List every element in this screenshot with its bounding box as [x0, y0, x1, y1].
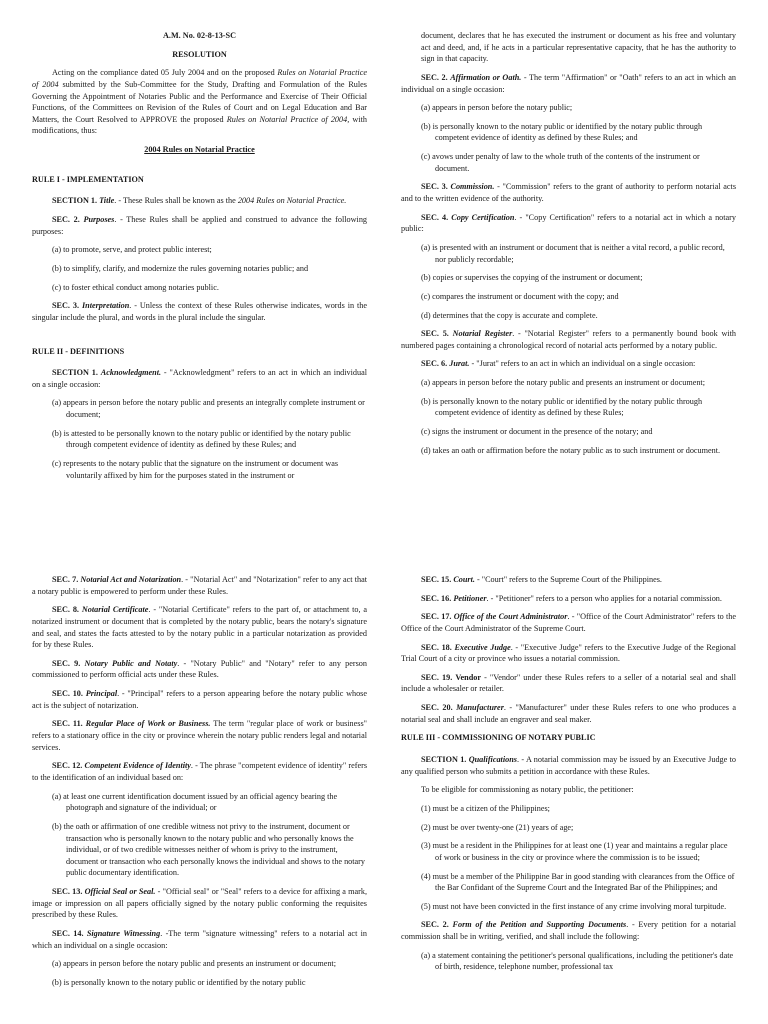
list-item: (d) determines that the copy is accurate and complete. — [421, 310, 598, 320]
definition-competent-evidence: SEC. 12. Competent Evidence of Identity. - The phrase "competent evidence of identity" refers to the identification of an individual based on: — [32, 761, 367, 782]
definition-office-court-admin: SEC. 17. Office of the Court Administrator. - "Office of the Court Administrator" refers to the Office of the Court Administrator of the Supreme Court. — [401, 612, 736, 633]
list-item: (a) appears in person before the notary public and presents an integrally complete instrument or document; — [52, 398, 365, 420]
list-item: (c) avows under penalty of law to the whole truth of the contents of the instrument or document. — [421, 152, 700, 173]
resolution-heading: RESOLUTION — [172, 49, 227, 59]
page2-right-column — [401, 574, 736, 980]
definition-executive-judge: SEC. 18. Executive Judge. - "Executive Judge" refers to the Executive Judge of the Regional Trial Court of a city or province who issues a notarial commission. — [401, 642, 736, 664]
rule-3-heading: RULE III - COMMISSIONING OF NOTARY PUBLIC — [401, 733, 596, 743]
definition-manufacturer: SEC. 20. Manufacturer. - "Manufacturer" under these Rules refers to one who produces a notarial seal and shall include an engraver and seal maker. — [401, 703, 736, 724]
list-item: (a) to promote, serve, and protect public interest; — [52, 245, 212, 255]
list-item: (b) is personally known to the notary public or identified by the notary public — [52, 977, 306, 987]
definition-notarial-register: SEC. 5. Notarial Register. - "Notarial Register" refers to a permanently bound book with numbered pages containing a chronological record of notarial acts performed by a notary public. — [401, 329, 736, 350]
rule1-section-1: SECTION 1. Title. - These Rules shall be known as the 2004 Rules on Notarial Practice. — [52, 196, 347, 206]
list-item: (a) appears in person before the notary public and presents an instrument or document; — [421, 378, 705, 388]
definition-copy-certification: SEC. 4. Copy Certification. - "Copy Certification" refers to a notarial act in which a notary public: — [401, 212, 736, 234]
definition-court: SEC. 15. Court. - "Court" refers to the Supreme Court of the Philippines. — [421, 575, 662, 584]
list-item: (d) takes an oath or affirmation before the notary public as to such instrument or document. — [421, 445, 721, 455]
definition-acknowledgment: SECTION 1. Acknowledgment. - "Acknowledgment" refers to an act in which an individual on a single occasion: — [32, 368, 368, 389]
list-item: (5) must not have been convicted in the first instance of any crime involving moral turpitude. — [421, 901, 727, 911]
list-item: (c) compares the instrument or document with the copy; and — [421, 291, 619, 301]
list-item: (4) must be a member of the Philippine Bar in good standing with clearances from the Office of the Bar Confidant of the Supreme Court and the Integrated Bar of the Philippines; and — [421, 871, 735, 893]
am-number: A.M. No. 02-8-13-SC — [163, 31, 236, 40]
rule1-section-2: SEC. 2. Purposes. - These Rules shall be applied and construed to advance the following purposes: — [32, 215, 368, 236]
rule1-section-3: SEC. 3. Interpretation. - Unless the context of these Rules otherwise indicates, words in the singular include the plural, and words in the plural include the singular. — [32, 301, 367, 322]
list-item: (c) signs the instrument or document in the presence of the notary; and — [421, 427, 653, 437]
list-item: (c) to foster ethical conduct among notaries public. — [52, 282, 219, 292]
page1-left-column — [32, 30, 367, 488]
page1-right-column — [401, 30, 736, 463]
page2-left-column — [32, 574, 367, 996]
definition-official-seal: SEC. 13. Official Seal or Seal. - "Official seal" or "Seal" refers to a device for affixing a mark, image or impression on all papers officially signed by the notary public conforming the requisites prescribed by these Rules. — [32, 887, 368, 920]
continued-text: document, declares that he has executed the instrument or document as his free and voluntary act and deed, and, if he acts in a particular representative capacity, that he has the authority to sign in that capacity. — [421, 31, 736, 64]
definition-jurat: SEC. 6. Jurat. - "Jurat" refers to an act in which an individual on a single occasion: — [421, 359, 696, 369]
list-item: (a) a statement containing the petitioner's personal qualifications, including the petitioner's date of birth, residence, telephone number, professional tax — [421, 950, 734, 972]
list-item: (b) copies or supervises the copying of the instrument or document; — [421, 273, 643, 283]
list-item: (a) at least one current identification document issued by an official agency bearing the photograph and signature of the individual; or — [52, 791, 338, 813]
rule-1-heading: RULE I - IMPLEMENTATION — [32, 174, 144, 184]
list-item: (3) must be a resident in the Philippines for at least one (1) year and maintains a regular place of work or business in the city or province where the commission is to be issued; — [421, 841, 728, 862]
list-item: (1) must be a citizen of the Philippines; — [421, 803, 550, 813]
definition-notarial-certificate: SEC. 8. Notarial Certificate. - "Notarial Certificate" refers to the part of, or attachment to, a notarized instrument or document that is completed by the notary public, bears the notary's signature and seal, and states the facts attested to by the notary public in a particular notarization as provided for by these Rules. — [32, 605, 368, 650]
list-item: (b) the oath or affirmation of one credible witness not privy to the instrument, document or transaction who is personally known to the notary public and who personally knows the individual, or of two credible witnesses neither of whom is privy to the instrument, document or transaction who each personally knows the individual and shows to the notary public documentary identification. — [52, 821, 366, 878]
rules-subtitle: 2004 Rules on Notarial Practice — [144, 145, 255, 155]
definition-regular-place: SEC. 11. Regular Place of Work or Business. The term "regular place of work or business" refers to a stationary office in the city or province wherein the notary public renders legal and notarial services. — [32, 719, 368, 752]
rule-2-heading: RULE II - DEFINITIONS — [32, 346, 125, 356]
list-item: (a) is presented with an instrument or document that is neither a vital record, a public record, nor publicly recordable; — [421, 242, 725, 264]
list-item: (b) to simplify, clarify, and modernize the rules governing notaries public; and — [52, 263, 309, 273]
document-page-2 — [0, 512, 768, 1024]
eligibility-intro: To be eligible for commissioning as notary public, the petitioner: — [421, 785, 634, 795]
definition-signature-witnessing: SEC. 14. Signature Witnessing. -The term "signature witnessing" refers to a notarial act in which an individual on a single occasion: — [32, 929, 368, 950]
list-item: (b) is personally known to the notary public or identified by the notary public through competent evidence of identity as defined by these Rules; — [421, 396, 703, 418]
definition-notarial-act: SEC. 7. Notarial Act and Notarization. - "Notarial Act" and "Notarization" refer to any act that a notary public is empowered to perform under these Rules. — [32, 575, 367, 596]
list-item: (a) appears in person before the notary public and presents an instrument or document; — [52, 959, 336, 969]
definition-commission: SEC. 3. Commission. - "Commission" refers to the grant of authority to perform notarial acts and to the written evidence of the authority. — [401, 182, 737, 204]
list-item: (2) must be over twenty-one (21) years of age; — [421, 822, 574, 832]
commission-qualifications: SECTION 1. Qualifications. - A notarial commission may be issued by an Executive Judge to any qualified person who submits a petition in accordance with these Rules. — [401, 755, 736, 776]
definition-principal: SEC. 10. Principal. - "Principal" refers to a person appearing before the notary public whose act is the subject of notarization. — [32, 689, 367, 710]
list-item: (b) is attested to be personally known to the notary public or identified by the notary public through competent evidence of identity as defined by these Rules; and — [52, 428, 351, 450]
definition-notary-public: SEC. 9. Notary Public and Notaty. - "Notary Public" and "Notary" refer to any person commissioned to perform official acts under these Rules. — [32, 658, 367, 680]
commission-petition-form: SEC. 2. Form of the Petition and Supporting Documents. - Every petition for a notarial commission shall be in writing, verified, and shall include the following: — [401, 920, 736, 942]
list-item: (b) is personally known to the notary public or identified by the notary public through competent evidence of identity as defined by these Rules; and — [421, 121, 703, 143]
list-item: (a) appears in person before the notary public; — [421, 103, 573, 113]
intro-paragraph: Acting on the compliance dated 05 July 2004 and on the proposed Rules on Notarial Practice of 2004 submitted by the Sub-Committee for the Study, Drafting and Formulation of the Rules Governing the Appointment of Notaries Public and the Performance and Exercise of Their Official Functions, of the Committees on Revision of the Rules of Court and on Legal Education and Bar Matters, the Court Resolved to APPROVE the proposed Rules on Notarial Practice of 2004, with modifications, thus: — [32, 68, 367, 136]
list-item: (c) represents to the notary public that the signature on the instrument or document was voluntarily affixed by him for the purposes stated in the instrument or — [52, 459, 339, 480]
definition-affirmation: SEC. 2. Affirmation or Oath. - The term "Affirmation" or "Oath" refers to an act in which an individual on a single occasion: — [401, 72, 736, 94]
definition-vendor: SEC. 19. Vendor - "Vendor" under these Rules refers to a seller of a notarial seal and shall include a wholesaler or retailer. — [401, 672, 737, 694]
definition-petitioner: SEC. 16. Petitioner. - "Petitioner" refers to a person who applies for a notarial commission. — [421, 593, 722, 603]
